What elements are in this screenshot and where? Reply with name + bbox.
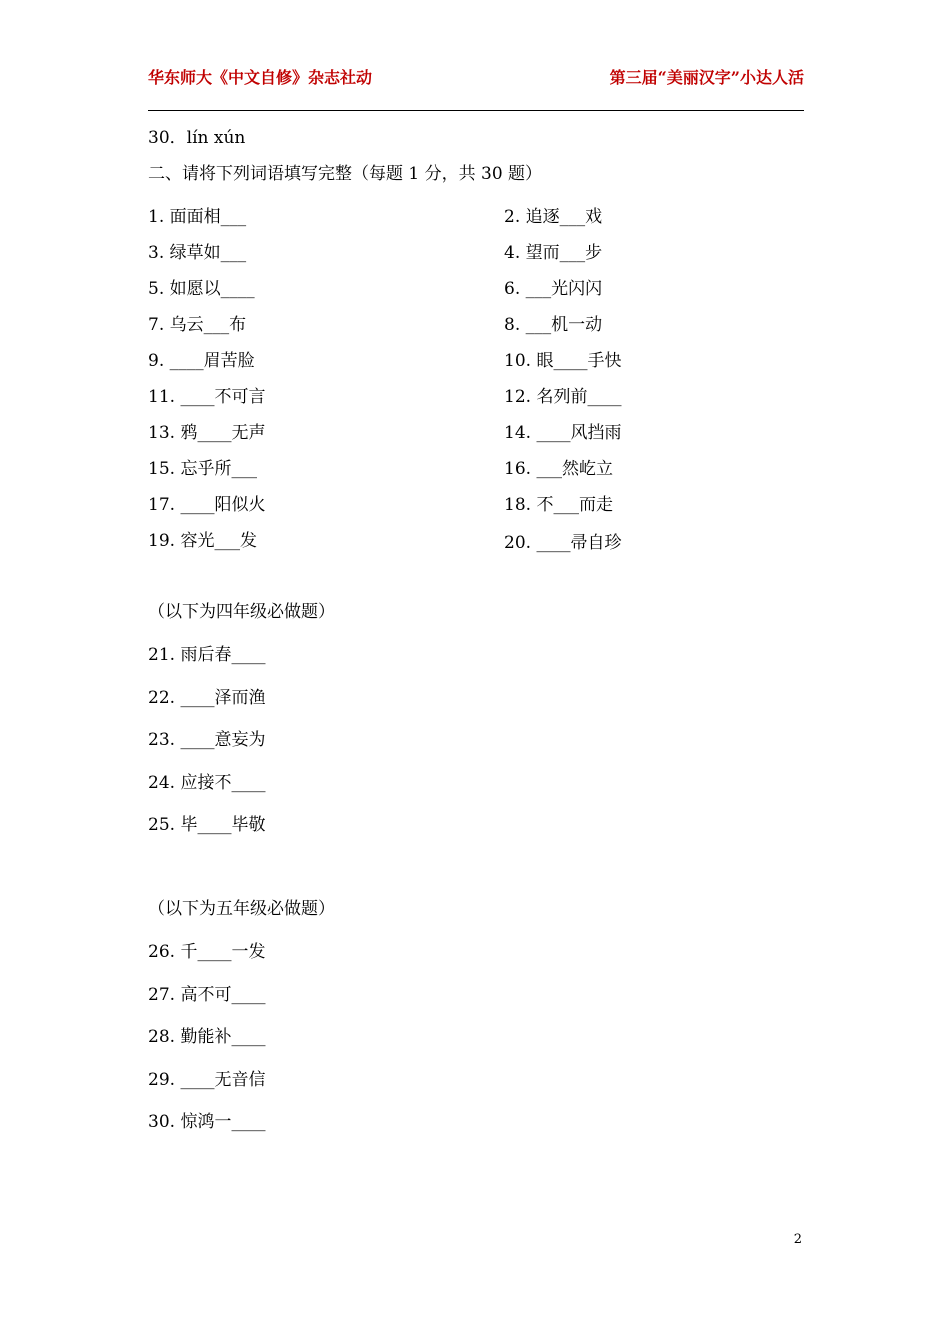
list-item: 1. 面面相___ xyxy=(148,207,247,227)
list-item: 10. 眼____手快 xyxy=(504,351,622,371)
list-item: 17. ____阳似火 xyxy=(148,495,266,515)
list-item: 23. ____意妄为 xyxy=(148,730,266,750)
list-item: 15. 忘乎所___ xyxy=(148,459,257,479)
list-item: 13. 鸦____无声 xyxy=(148,423,266,443)
list-item: 20. ____帚自珍 xyxy=(504,533,622,553)
page-header xyxy=(148,68,804,111)
grade5-title: （以下为五年级必做题） xyxy=(148,899,335,919)
header-left-text: 华东师大《中文自修》杂志社动 xyxy=(148,68,373,87)
list-item: 29. ____无音信 xyxy=(148,1070,266,1090)
page-number: 2 xyxy=(793,1232,802,1247)
list-item: 5. 如愿以____ xyxy=(148,279,255,299)
list-item: 2. 追逐___戏 xyxy=(504,207,603,227)
list-item: 8. ___机一动 xyxy=(504,315,603,335)
list-item: 11. ____不可言 xyxy=(148,387,266,407)
list-item: 26. 千____一发 xyxy=(148,942,266,962)
header-right-text: 第三届“美丽汉字”小达人活 xyxy=(609,68,804,87)
list-item: 12. 名列前____ xyxy=(504,387,622,407)
list-item: 19. 容光___发 xyxy=(148,531,257,551)
list-item: 4. 望而___步 xyxy=(504,243,603,263)
pinyin-item-30: 30．lín xún xyxy=(148,128,246,148)
list-item: 22. ____泽而渔 xyxy=(148,688,266,708)
list-item: 21. 雨后春____ xyxy=(148,645,266,665)
list-item: 16. ___然屹立 xyxy=(504,459,613,479)
list-item: 24. 应接不____ xyxy=(148,773,266,793)
list-item: 25. 毕____毕敬 xyxy=(148,815,266,835)
list-item: 3. 绿草如___ xyxy=(148,243,247,263)
list-item: 7. 乌云___布 xyxy=(148,315,247,335)
list-item: 6. ___光闪闪 xyxy=(504,279,603,299)
list-item: 28. 勤能补____ xyxy=(148,1027,266,1047)
list-item: 9. ____眉苦脸 xyxy=(148,351,255,371)
list-item: 18. 不___而走 xyxy=(504,495,613,515)
list-item: 30. 惊鸿一____ xyxy=(148,1112,266,1132)
grade4-title: （以下为四年级必做题） xyxy=(148,602,335,622)
section-title: 二、请将下列词语填写完整（每题 1 分，共 30 题） xyxy=(148,164,543,184)
list-item: 27. 高不可____ xyxy=(148,985,266,1005)
list-item: 14. ____风挡雨 xyxy=(504,423,622,443)
